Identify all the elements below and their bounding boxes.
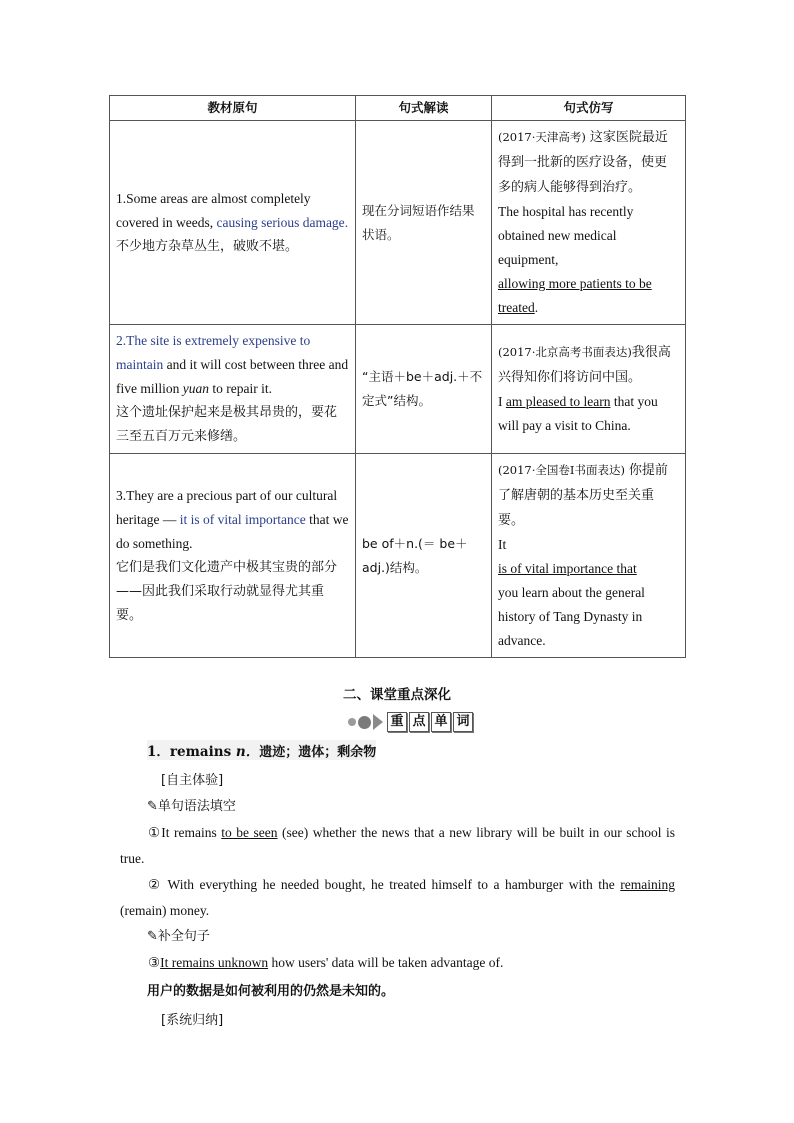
badge-char: 重 bbox=[387, 712, 407, 732]
header-analysis: 句式解读 bbox=[356, 96, 492, 121]
exam-source: (2017·北京高考书面表达) bbox=[498, 345, 632, 359]
question-3: ③It remains unknown how users' data will be taken advantage of. bbox=[148, 955, 504, 970]
badge-char: 单 bbox=[431, 712, 451, 732]
original-sentence-cell: 2.The site is extremely expensive to maintain and it will cost between three and five million yuan to repair it. 这个遗址保护起来是极其昂贵的，要花三至五百万元来修缮。 bbox=[110, 325, 356, 454]
key-words-badge bbox=[348, 711, 475, 733]
subheading-grammar-fill: ✎单句语法填空 bbox=[147, 799, 236, 814]
exam-source: (2017·全国卷Ⅰ书面表达) bbox=[498, 463, 625, 477]
table-row bbox=[110, 454, 686, 658]
section-title: 二、课堂重点深化 bbox=[343, 687, 451, 703]
answer-blank: am pleased to learn bbox=[505, 394, 611, 409]
original-translation: 不少地方杂草丛生，破败不堪。 bbox=[116, 238, 299, 254]
answer-blank: remaining bbox=[620, 877, 675, 892]
analysis-cell: be of＋n.(＝ be＋adj.)结构。 bbox=[356, 454, 492, 658]
header-original: 教材原句 bbox=[110, 96, 356, 121]
analysis-cell: 现在分词短语作结果状语。 bbox=[356, 121, 492, 325]
original-sentence-cell: 3.They are a precious part of our cultural heritage — it is of vital importance that we do something. 它们是我们文化遗产中极其宝贵的部分——因此我们采取行动就显得尤其重要。 bbox=[110, 454, 356, 658]
imitation-cell: (2017·北京高考书面表达)我很高兴得知你们将访问中国。 I am pleased to learn that you will pay a visit to China. bbox=[492, 325, 686, 454]
subheading-complete-sentence: ✎补全句子 bbox=[147, 929, 210, 944]
question-2: ② With everything he needed bought, he treated himself to a hamburger with the remaining (remain) money. bbox=[120, 877, 675, 918]
table-row bbox=[110, 121, 686, 325]
pen-icon: ✎ bbox=[147, 799, 158, 814]
summary-label: [系统归纳] bbox=[161, 1013, 224, 1028]
self-test-label: [自主体验] bbox=[161, 773, 224, 788]
imitation-cell: (2017·天津高考) 这家医院最近得到一批新的医疗设备，使更多的病人能够得到治疗。 The hospital has recently obtained new medical equipment, allowing more patients to be treated. bbox=[492, 121, 686, 325]
highlighted-phrase: The site is extremely expensive to maintain bbox=[116, 333, 311, 372]
vocab-heading: 1．remains n．遗迹；遗体；剩余物 bbox=[147, 740, 376, 760]
original-translation: 它们是我们文化遗产中极其宝贵的部分——因此我们采取行动就显得尤其重要。 bbox=[116, 559, 338, 623]
answer-blank: allowing more patients to be treated bbox=[498, 276, 652, 315]
arrow-icon bbox=[373, 714, 383, 730]
answer-blank: to be seen bbox=[221, 825, 278, 840]
highlighted-phrase: causing serious damage bbox=[216, 214, 345, 230]
highlighted-phrase: it is of vital importance bbox=[179, 511, 306, 527]
answer-blank: is of vital importance that bbox=[498, 561, 637, 576]
table-row bbox=[110, 325, 686, 454]
badge-char: 词 bbox=[453, 712, 473, 732]
dot-icon bbox=[358, 716, 371, 729]
sentence-table bbox=[109, 95, 686, 658]
question-3-translation: 用户的数据是如何被利用的仍然是未知的。 bbox=[147, 984, 395, 999]
exam-source: (2017·天津高考) bbox=[498, 130, 586, 144]
table-header-row bbox=[110, 96, 686, 121]
original-translation: 这个遗址保护起来是极其昂贵的，要花三至五百万元来修缮。 bbox=[116, 405, 338, 444]
original-sentence-cell: 1.Some areas are almost completely covered in weeds, causing serious damage. 不少地方杂草丛生，破败不堪。 bbox=[110, 121, 356, 325]
question-1: ①It remains to be seen (see) whether the news that a new library will be built in our school is true. bbox=[120, 825, 675, 866]
imitation-cell: (2017·全国卷Ⅰ书面表达) 你提前了解唐朝的基本历史至关重要。 It is of vital importance that you learn about the general history of Tang Dynasty in advance. bbox=[492, 454, 686, 658]
pen-icon: ✎ bbox=[147, 929, 158, 944]
answer-blank: It remains unknown bbox=[160, 955, 269, 970]
header-imitation: 句式仿写 bbox=[492, 96, 686, 121]
analysis-cell: “主语＋be＋adj.＋不定式”结构。 bbox=[356, 325, 492, 454]
badge-char: 点 bbox=[409, 712, 429, 732]
dot-icon bbox=[348, 718, 356, 726]
